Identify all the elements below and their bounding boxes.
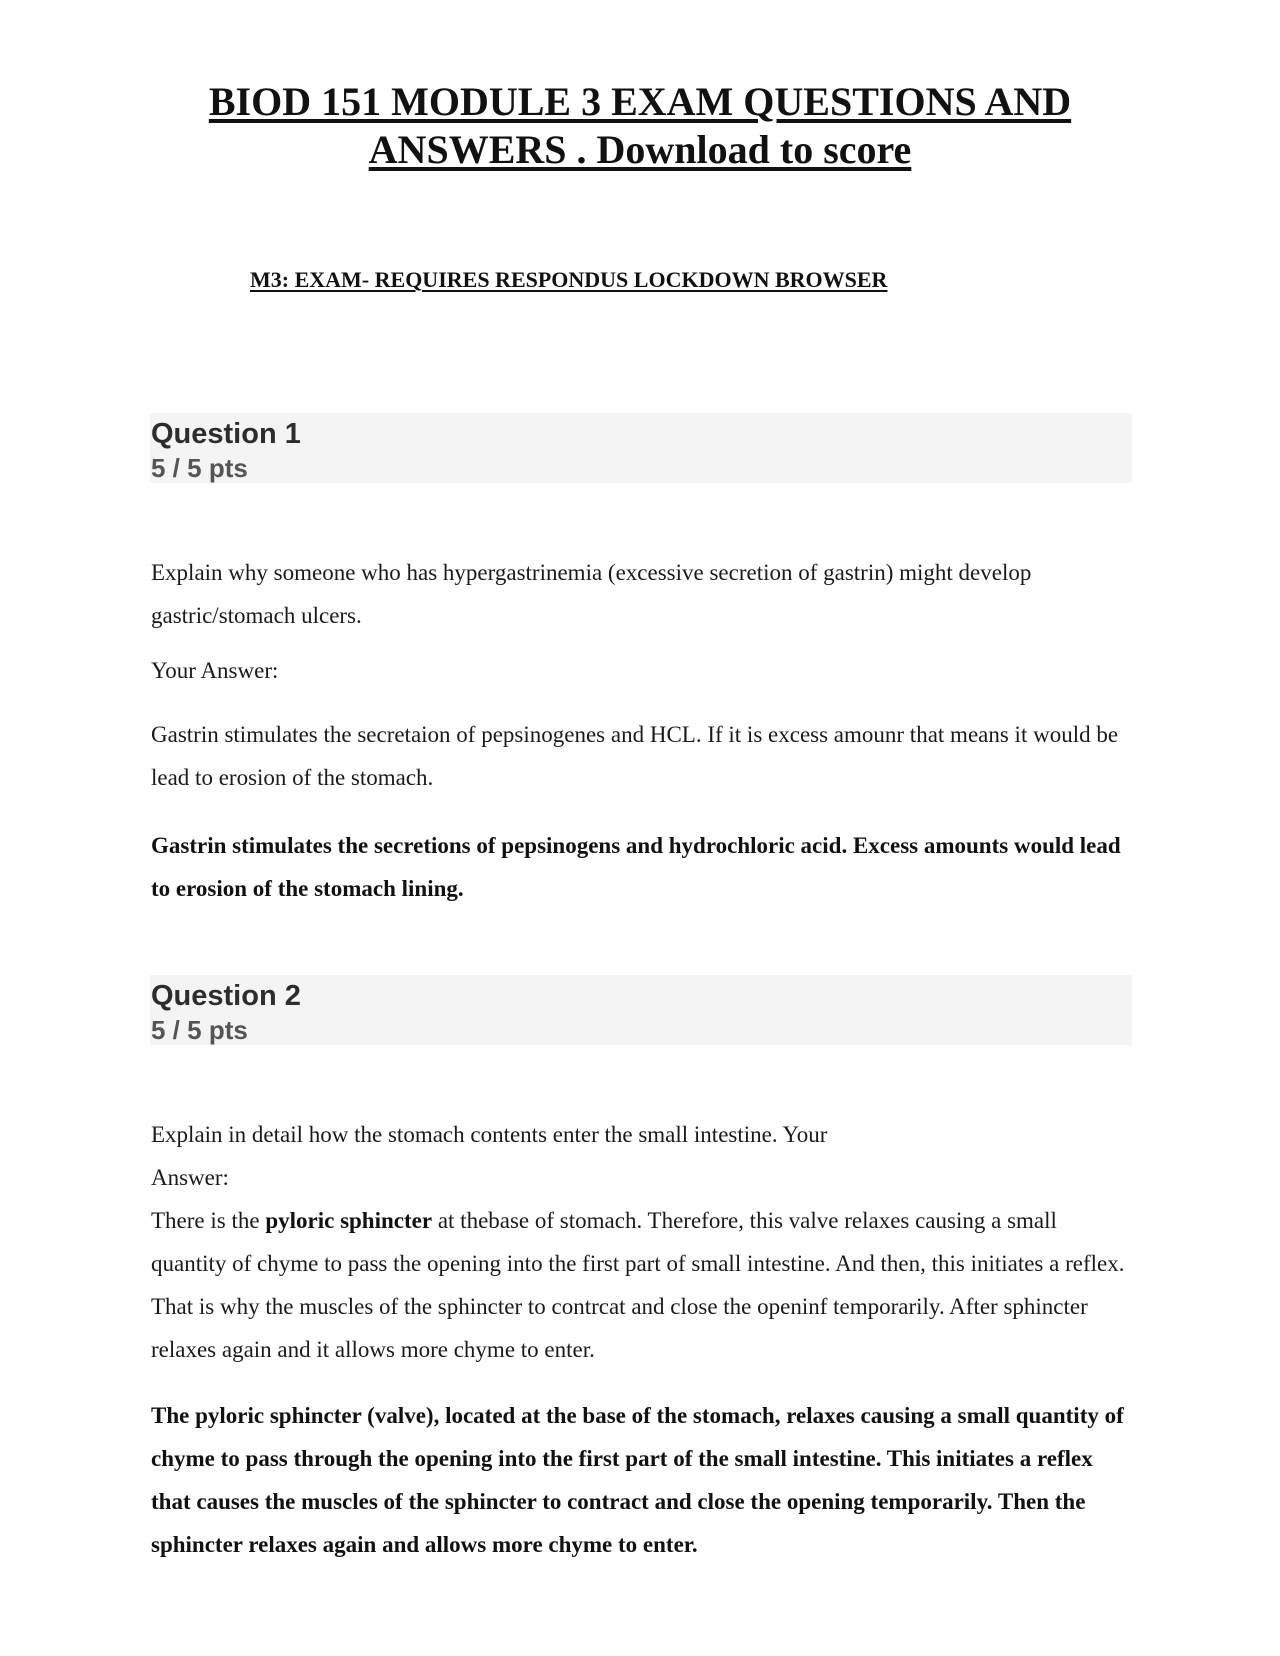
question-1-your-answer-label: Your Answer: [151, 658, 279, 683]
question-1-student-answer: Gastrin stimulates the secretaion of pepsinogenes and HCL. If it is excess amounr that means it would be lead to erosion of the stomach. [151, 722, 1119, 790]
question-2-correct-answer: The pyloric sphincter (valve), located at the base of the stomach, relaxes causing a small quantity of chyme to pass through the opening into the first part of the small intestine. This initiates a reflex that causes the muscles of the sphincter to contract and close the opening temporarily. Then the sphincter relaxes again and allows more chyme to enter. [151, 1403, 1124, 1557]
question-2-points: 5 / 5 pts [151, 1015, 248, 1045]
question-2-student-answer [151, 1199, 1131, 1371]
question-2-student-answer-suffix: at thebase of stomach. Therefore, this valve relaxes causing a small quantity of chyme to pass the opening into the first part of small intestine. And then, this initiates a reflex. That is why the muscles of the sphincter to contrcat and close the openinf temporarily. After sphincter relaxes again and it allows more chyme to enter. [151, 1208, 1125, 1362]
question-2-title: Question 2 [151, 980, 301, 1012]
question-1-text: Explain why someone who has hypergastrinemia (excessive secretion of gastrin) might develop gastric/stomach ulcers. [151, 560, 1032, 628]
question-2-student-answer-keyword: pyloric sphincter [265, 1208, 433, 1233]
question-1-title: Question 1 [151, 418, 301, 450]
question-1-header [150, 413, 1132, 483]
question-1-points: 5 / 5 pts [151, 453, 248, 483]
question-1-correct-answer: Gastrin stimulates the secretions of pepsinogens and hydrochloric acid. Excess amounts would lead to erosion of the stomach lining. [151, 833, 1121, 901]
question-2-text: Explain in detail how the stomach contents enter the small intestine. Your [151, 1122, 828, 1147]
document-subtitle: M3: EXAM- REQUIRES RESPONDUS LOCKDOWN BROWSER [250, 267, 888, 292]
question-2-answer-label: Answer: [151, 1165, 229, 1190]
question-2-student-answer-prefix: There is the [151, 1208, 266, 1233]
document-title [150, 78, 1130, 174]
document-title-text: BIOD 151 MODULE 3 EXAM QUESTIONS AND ANSWERS . Download to score [208, 79, 1072, 172]
question-2-header [150, 975, 1132, 1045]
